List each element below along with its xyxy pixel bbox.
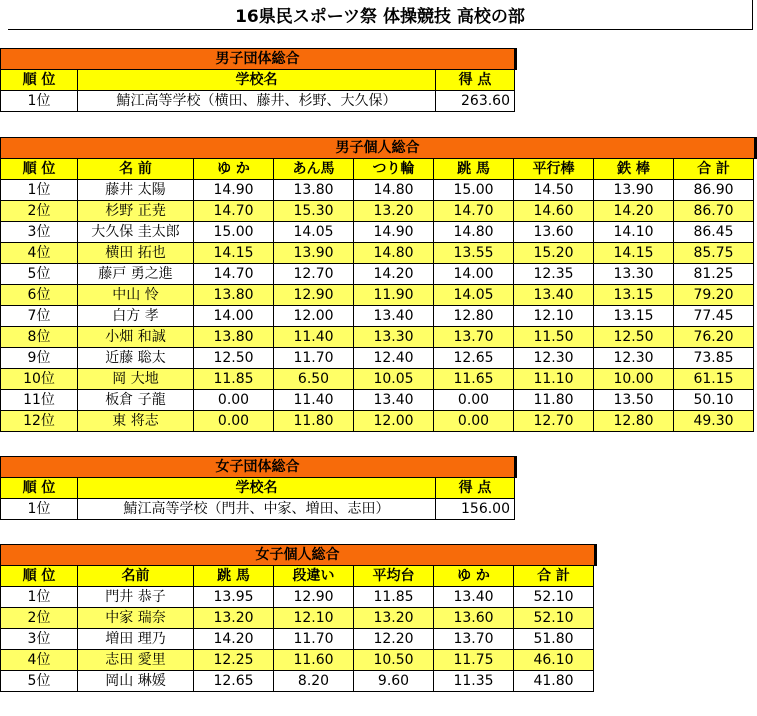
name-cell: 藤戸 勇之進 (78, 264, 194, 285)
table-row (0, 608, 597, 629)
school-header: 学校名 (78, 478, 436, 499)
table-row (0, 180, 757, 201)
table-row (0, 671, 597, 692)
table-row (0, 499, 515, 520)
rings-cell: 13.20 (354, 201, 434, 222)
rank-cell: 4位 (0, 243, 78, 264)
rank-header: 順 位 (0, 159, 78, 180)
parallel-bars-cell: 11.80 (514, 390, 594, 411)
girls-team-table (0, 456, 515, 520)
table-row (0, 411, 757, 432)
high-bar-cell: 13.90 (594, 180, 674, 201)
name-cell: 小畑 和誠 (78, 327, 194, 348)
score-header: 得 点 (436, 478, 515, 499)
boys-individual-body (0, 180, 757, 432)
floor-header: ゆ か (194, 159, 274, 180)
vault-cell: 14.05 (434, 285, 514, 306)
rank-header: 順 位 (0, 566, 78, 587)
pommel-horse-cell: 13.80 (274, 180, 354, 201)
total-cell: 50.10 (674, 390, 754, 411)
table-row (0, 306, 757, 327)
boys-individual-header-row (0, 159, 757, 180)
vault-cell: 12.65 (194, 671, 274, 692)
balance-beam-cell: 12.20 (354, 629, 434, 650)
total-header: 合 計 (674, 159, 754, 180)
parallel-bars-cell: 13.60 (514, 222, 594, 243)
rank-cell: 11位 (0, 390, 78, 411)
total-cell: 86.90 (674, 180, 754, 201)
girls-team-header-row (0, 478, 515, 499)
floor-cell: 14.70 (194, 201, 274, 222)
balance-beam-cell: 9.60 (354, 671, 434, 692)
high-bar-header: 鉄 棒 (594, 159, 674, 180)
high-bar-cell: 14.20 (594, 201, 674, 222)
pommel-horse-cell: 13.90 (274, 243, 354, 264)
total-cell: 61.15 (674, 369, 754, 390)
rings-cell: 13.30 (354, 327, 434, 348)
parallel-bars-header: 平行棒 (514, 159, 594, 180)
high-bar-cell: 12.80 (594, 411, 674, 432)
table-row (0, 587, 597, 608)
boys-individual-table (0, 137, 757, 432)
high-bar-cell: 13.15 (594, 285, 674, 306)
vault-cell: 15.00 (434, 180, 514, 201)
uneven-bars-cell: 12.90 (274, 587, 354, 608)
rank-cell: 2位 (0, 608, 78, 629)
floor-cell: 12.50 (194, 348, 274, 369)
rank-cell: 10位 (0, 369, 78, 390)
table-row (0, 348, 757, 369)
rings-cell: 12.40 (354, 348, 434, 369)
parallel-bars-cell: 12.35 (514, 264, 594, 285)
table-row (0, 390, 757, 411)
boys-individual-section-title: 男子個人総合 (0, 137, 755, 159)
floor-cell: 13.80 (194, 285, 274, 306)
vault-cell: 13.70 (434, 327, 514, 348)
school-cell: 鯖江高等学校（横田、藤井、杉野、大久保） (78, 91, 436, 112)
total-cell: 77.45 (674, 306, 754, 327)
vault-header: 跳 馬 (434, 159, 514, 180)
floor-cell: 0.00 (194, 411, 274, 432)
rank-cell: 6位 (0, 285, 78, 306)
table-row (0, 285, 757, 306)
uneven-bars-cell: 11.60 (274, 650, 354, 671)
high-bar-cell: 13.30 (594, 264, 674, 285)
rings-header: つり輪 (354, 159, 434, 180)
parallel-bars-cell: 13.40 (514, 285, 594, 306)
vault-cell: 11.65 (434, 369, 514, 390)
uneven-bars-header: 段違い (274, 566, 354, 587)
rank-header: 順 位 (0, 70, 78, 91)
table-row (0, 629, 597, 650)
vault-cell: 0.00 (434, 411, 514, 432)
rank-cell: 3位 (0, 629, 78, 650)
girls-team-section-title: 女子団体総合 (0, 456, 515, 478)
total-cell: 79.20 (674, 285, 754, 306)
rings-cell: 14.90 (354, 222, 434, 243)
total-cell: 86.70 (674, 201, 754, 222)
floor-cell: 14.70 (194, 264, 274, 285)
vault-cell: 12.80 (434, 306, 514, 327)
vault-cell: 13.55 (434, 243, 514, 264)
floor-cell: 11.75 (434, 650, 514, 671)
name-cell: 杉野 正尭 (78, 201, 194, 222)
name-cell: 東 将志 (78, 411, 194, 432)
floor-cell: 13.60 (434, 608, 514, 629)
rank-cell: 1位 (0, 180, 78, 201)
rings-cell: 12.00 (354, 411, 434, 432)
total-cell: 52.10 (514, 608, 594, 629)
pommel-horse-cell: 12.70 (274, 264, 354, 285)
rings-cell: 13.40 (354, 306, 434, 327)
score-cell: 156.00 (436, 499, 515, 520)
rank-cell: 8位 (0, 327, 78, 348)
name-cell: 横田 拓也 (78, 243, 194, 264)
table-row (0, 91, 515, 112)
parallel-bars-cell: 15.20 (514, 243, 594, 264)
uneven-bars-cell: 11.70 (274, 629, 354, 650)
rings-cell: 14.80 (354, 180, 434, 201)
name-header: 名 前 (78, 159, 194, 180)
floor-cell: 14.00 (194, 306, 274, 327)
table-row (0, 243, 757, 264)
vault-cell: 14.00 (434, 264, 514, 285)
table-row (0, 369, 757, 390)
vault-cell: 14.20 (194, 629, 274, 650)
high-bar-cell: 12.30 (594, 348, 674, 369)
school-cell: 鯖江高等学校（門井、中家、増田、志田） (78, 499, 436, 520)
rank-cell: 5位 (0, 671, 78, 692)
balance-beam-cell: 13.20 (354, 608, 434, 629)
total-cell: 51.80 (514, 629, 594, 650)
rank-cell: 1位 (0, 91, 78, 112)
pommel-horse-cell: 11.40 (274, 390, 354, 411)
high-bar-cell: 14.15 (594, 243, 674, 264)
pommel-horse-cell: 12.00 (274, 306, 354, 327)
uneven-bars-cell: 8.20 (274, 671, 354, 692)
floor-cell: 13.70 (434, 629, 514, 650)
total-cell: 41.80 (514, 671, 594, 692)
vault-cell: 13.20 (194, 608, 274, 629)
page-title: 16県民スポーツ祭 体操競技 高校の部 (8, 0, 753, 30)
table-row (0, 264, 757, 285)
total-cell: 49.30 (674, 411, 754, 432)
name-cell: 岡山 琳媛 (78, 671, 194, 692)
floor-cell: 15.00 (194, 222, 274, 243)
total-cell: 52.10 (514, 587, 594, 608)
total-cell: 76.20 (674, 327, 754, 348)
name-cell: 門井 恭子 (78, 587, 194, 608)
pommel-horse-cell: 11.80 (274, 411, 354, 432)
name-cell: 板倉 子龍 (78, 390, 194, 411)
parallel-bars-cell: 12.30 (514, 348, 594, 369)
rings-cell: 14.20 (354, 264, 434, 285)
rings-cell: 13.40 (354, 390, 434, 411)
rank-cell: 2位 (0, 201, 78, 222)
rings-cell: 11.90 (354, 285, 434, 306)
vault-cell: 12.25 (194, 650, 274, 671)
name-cell: 岡 大地 (78, 369, 194, 390)
boys-team-table (0, 48, 515, 112)
floor-cell: 14.15 (194, 243, 274, 264)
parallel-bars-cell: 14.50 (514, 180, 594, 201)
pommel-horse-cell: 12.90 (274, 285, 354, 306)
girls-individual-header-row (0, 566, 597, 587)
vault-header: 跳 馬 (194, 566, 274, 587)
uneven-bars-cell: 12.10 (274, 608, 354, 629)
pommel-horse-cell: 14.05 (274, 222, 354, 243)
school-header: 学校名 (78, 70, 436, 91)
balance-beam-cell: 11.85 (354, 587, 434, 608)
name-cell: 近藤 聡太 (78, 348, 194, 369)
parallel-bars-cell: 11.50 (514, 327, 594, 348)
boys-team-section-title: 男子団体総合 (0, 48, 515, 70)
parallel-bars-cell: 14.60 (514, 201, 594, 222)
vault-cell: 14.80 (434, 222, 514, 243)
floor-cell: 14.90 (194, 180, 274, 201)
rank-cell: 12位 (0, 411, 78, 432)
girls-individual-section-title: 女子個人総合 (0, 544, 595, 566)
pommel-horse-header: あん馬 (274, 159, 354, 180)
total-header: 合 計 (514, 566, 594, 587)
total-cell: 85.75 (674, 243, 754, 264)
total-cell: 86.45 (674, 222, 754, 243)
name-cell: 中山 怜 (78, 285, 194, 306)
name-header: 名前 (78, 566, 194, 587)
vault-cell: 13.95 (194, 587, 274, 608)
parallel-bars-cell: 11.10 (514, 369, 594, 390)
rank-cell: 1位 (0, 587, 78, 608)
table-row (0, 201, 757, 222)
balance-beam-header: 平均台 (354, 566, 434, 587)
total-cell: 81.25 (674, 264, 754, 285)
high-bar-cell: 10.00 (594, 369, 674, 390)
floor-cell: 11.85 (194, 369, 274, 390)
name-cell: 藤井 太陽 (78, 180, 194, 201)
pommel-horse-cell: 15.30 (274, 201, 354, 222)
floor-cell: 0.00 (194, 390, 274, 411)
vault-cell: 0.00 (434, 390, 514, 411)
rings-cell: 10.05 (354, 369, 434, 390)
rank-cell: 9位 (0, 348, 78, 369)
high-bar-cell: 12.50 (594, 327, 674, 348)
girls-individual-table (0, 544, 597, 692)
floor-cell: 13.80 (194, 327, 274, 348)
rank-header: 順 位 (0, 478, 78, 499)
floor-cell: 13.40 (434, 587, 514, 608)
parallel-bars-cell: 12.10 (514, 306, 594, 327)
table-row (0, 650, 597, 671)
pommel-horse-cell: 6.50 (274, 369, 354, 390)
name-cell: 志田 愛里 (78, 650, 194, 671)
parallel-bars-cell: 12.70 (514, 411, 594, 432)
high-bar-cell: 13.15 (594, 306, 674, 327)
floor-header: ゆ か (434, 566, 514, 587)
girls-individual-body (0, 587, 597, 692)
vault-cell: 12.65 (434, 348, 514, 369)
total-cell: 46.10 (514, 650, 594, 671)
table-row (0, 222, 757, 243)
high-bar-cell: 14.10 (594, 222, 674, 243)
rings-cell: 14.80 (354, 243, 434, 264)
rank-cell: 7位 (0, 306, 78, 327)
rank-cell: 3位 (0, 222, 78, 243)
rank-cell: 4位 (0, 650, 78, 671)
high-bar-cell: 13.50 (594, 390, 674, 411)
rank-cell: 1位 (0, 499, 78, 520)
pommel-horse-cell: 11.40 (274, 327, 354, 348)
total-cell: 73.85 (674, 348, 754, 369)
name-cell: 白方 孝 (78, 306, 194, 327)
boys-team-header-row (0, 70, 515, 91)
vault-cell: 14.70 (434, 201, 514, 222)
score-cell: 263.60 (436, 91, 515, 112)
name-cell: 増田 理乃 (78, 629, 194, 650)
name-cell: 大久保 圭太郎 (78, 222, 194, 243)
pommel-horse-cell: 11.70 (274, 348, 354, 369)
score-header: 得 点 (436, 70, 515, 91)
balance-beam-cell: 10.50 (354, 650, 434, 671)
table-row (0, 327, 757, 348)
floor-cell: 11.35 (434, 671, 514, 692)
name-cell: 中家 瑞奈 (78, 608, 194, 629)
rank-cell: 5位 (0, 264, 78, 285)
